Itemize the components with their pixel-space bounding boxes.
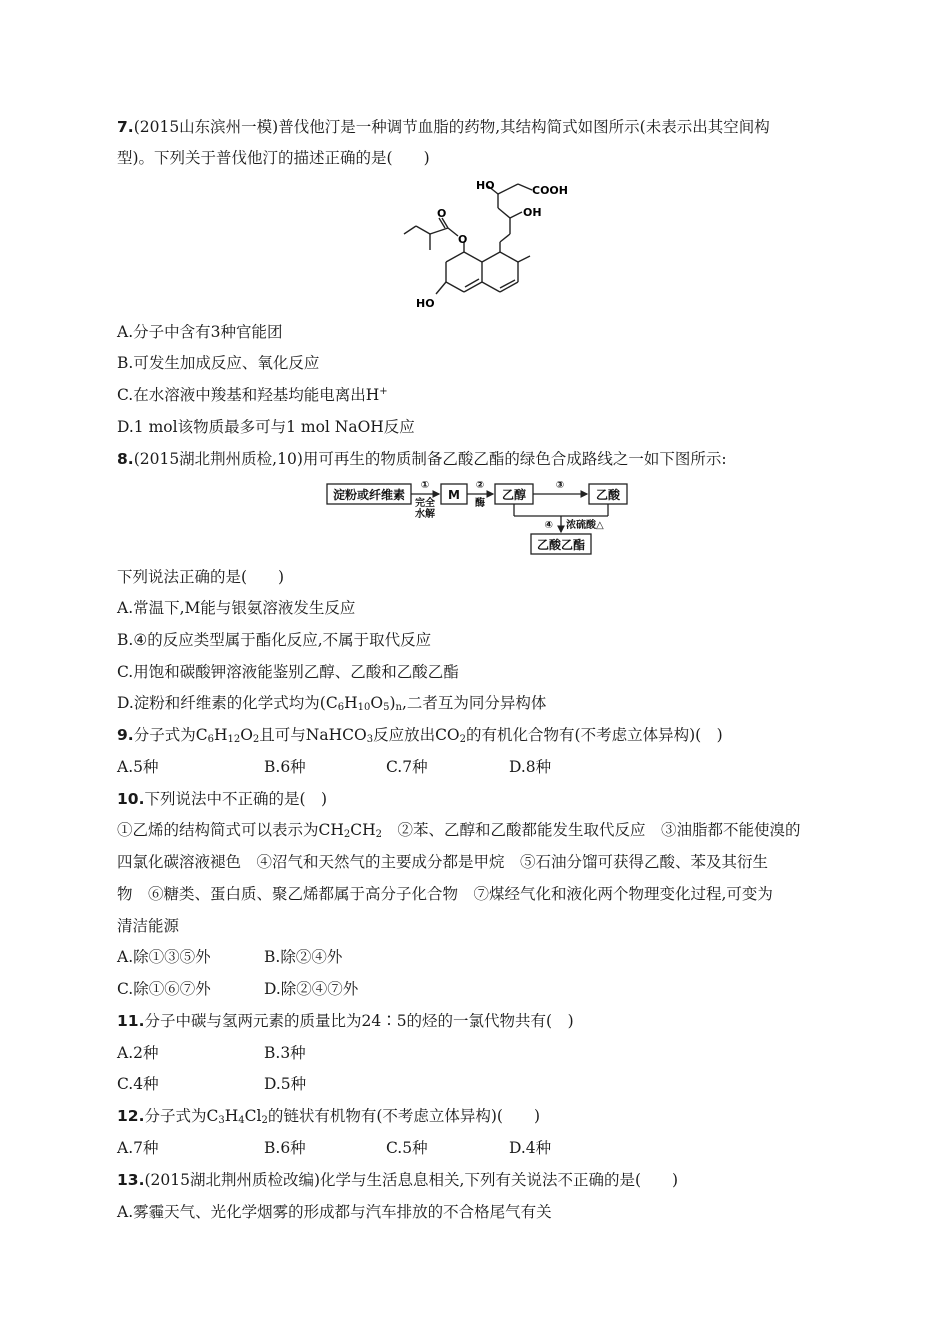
mol-label-oh: OH xyxy=(523,206,542,219)
q10-option-a: A.除①③⑤外 xyxy=(117,948,211,966)
q11-option-d: D.5种 xyxy=(264,1075,307,1093)
synthesis-flowchart xyxy=(325,476,645,558)
mol-label-ho-top: HO xyxy=(476,179,495,192)
flow-box-ethanol: 乙醇 xyxy=(501,488,527,502)
q8-option-b: B.④的反应类型属于酯化反应,不属于取代反应 xyxy=(117,631,432,649)
mol-label-cooh: COOH xyxy=(532,184,568,197)
q7-option-c: C.在水溶液中羧基和羟基均能电离出H+ xyxy=(117,386,388,404)
q13-number: 13. xyxy=(117,1171,145,1189)
q13-stem: 13.(2015湖北荆州质检改编)化学与生活息息相关,下列有关说法不正确的是( ) xyxy=(117,1171,679,1189)
q10-statement-line1: ①乙烯的结构简式可以表示为$CH_2CH_2$ ②苯、乙醇和乙酸都能发生取代反应 ③油脂都不能使溴的 xyxy=(117,821,801,840)
q8-option-d: D.淀粉和纤维素的化学式均为$(C_6H_{10}O_5)_n$,二者互为同分异构体 xyxy=(117,694,547,713)
q10-option-b: B.除②④外 xyxy=(264,948,343,966)
q10-option-d: D.除②④⑦外 xyxy=(264,980,359,998)
mol-label-ho-ring: HO xyxy=(416,297,435,310)
q9-option-c: C.7种 xyxy=(386,758,428,776)
q12-number: 12. xyxy=(117,1107,145,1125)
q8-option-a: A.常温下,M能与银氨溶液发生反应 xyxy=(117,599,356,617)
q9-option-a: A.5种 xyxy=(117,758,159,776)
q10-statement-line3: 物 ⑥糖类、蛋白质、聚乙烯都属于高分子化合物 ⑦煤经气化和液化两个物理变化过程,可变为 xyxy=(117,885,773,903)
q7-option-a: A.分子中含有3种官能团 xyxy=(117,323,283,341)
q9-stem: 9.分子式为$C_6H_{12}O_2$且可与NaHCO$_3$反应放出$CO_2$的有机化合物有(不考虑立体异构)( ) xyxy=(117,726,723,745)
q12-option-d: D.4种 xyxy=(509,1139,552,1157)
q11-option-b: B.3种 xyxy=(264,1044,306,1062)
q8-number: 8. xyxy=(117,450,134,468)
flow-step-1: ① xyxy=(420,480,430,491)
flow-step-4: ④ xyxy=(544,520,553,531)
q10-statement-line2: 四氯化碳溶液褪色 ④沼气和天然气的主要成分都是甲烷 ⑤石油分馏可获得乙酸、苯及其衍生 xyxy=(117,853,769,871)
q11-option-a: A.2种 xyxy=(117,1044,159,1062)
q11-option-c: C.4种 xyxy=(117,1075,159,1093)
q8-option-c: C.用饱和碳酸钾溶液能鉴别乙醇、乙酸和乙酸乙酯 xyxy=(117,663,459,681)
q9-number: 9. xyxy=(117,726,134,744)
q11-number: 11. xyxy=(117,1012,145,1030)
q8-stem: 8.(2015湖北荆州质检,10)用可再生的物质制备乙酸乙酯的绿色合成路线之一如下图所示: xyxy=(117,450,727,468)
flow-step-1-cond-b: 水解 xyxy=(415,509,435,520)
q9-option-b: B.6种 xyxy=(264,758,306,776)
q12-stem: 12.分子式为$C_3H_4Cl_2$的链状有机物有(不考虑立体异构)( ) xyxy=(117,1107,541,1126)
q10-statement-line4: 清洁能源 xyxy=(117,917,180,935)
q7-number: 7. xyxy=(117,118,134,136)
flow-step-1-cond-a: 完全 xyxy=(415,498,435,509)
q12-option-a: A.7种 xyxy=(117,1139,159,1157)
flow-box-ethyl-acetate: 乙酸乙酯 xyxy=(536,538,586,552)
q8-lead: 下列说法正确的是( ) xyxy=(117,568,285,586)
q13-option-a: A.雾霾天气、光化学烟雾的形成都与汽车排放的不合格尾气有关 xyxy=(117,1203,552,1221)
mol-label-o-carbonyl: O xyxy=(437,207,447,220)
q11-stem: 11.分子中碳与氢两元素的质量比为24∶5的烃的一氯代物共有( ) xyxy=(117,1012,574,1030)
flow-box-starch: 淀粉或纤维素 xyxy=(332,488,406,502)
q7-option-b: B.可发生加成反应、氧化反应 xyxy=(117,354,320,372)
flow-step-4-cond: 浓硫酸△ xyxy=(566,520,604,531)
q10-option-c: C.除①⑥⑦外 xyxy=(117,980,211,998)
flow-box-acetic-acid: 乙酸 xyxy=(595,488,621,502)
q9-option-d: D.8种 xyxy=(509,758,552,776)
flow-step-3: ③ xyxy=(555,480,565,491)
q7-option-d: D.1 mol该物质最多可与1 mol NaOH反应 xyxy=(117,418,415,436)
flow-step-2: ② xyxy=(475,480,485,491)
q7-stem-line2: 型)。下列关于普伐他汀的描述正确的是( ) xyxy=(117,149,430,167)
flow-box-m: M xyxy=(448,488,460,502)
q12-option-c: C.5种 xyxy=(386,1139,428,1157)
flow-step-2-cond: 酶 xyxy=(475,498,485,509)
q10-number: 10. xyxy=(117,790,145,808)
mol-label-o-ester: O xyxy=(458,233,468,246)
pravastatin-structure xyxy=(400,172,570,317)
q10-stem: 10.下列说法中不正确的是( ) xyxy=(117,790,328,808)
q7-stem-line1: 7.(2015山东滨州一模)普伐他汀是一种调节血脂的药物,其结构简式如图所示(未表示出其空间构 xyxy=(117,118,770,136)
q12-option-b: B.6种 xyxy=(264,1139,306,1157)
